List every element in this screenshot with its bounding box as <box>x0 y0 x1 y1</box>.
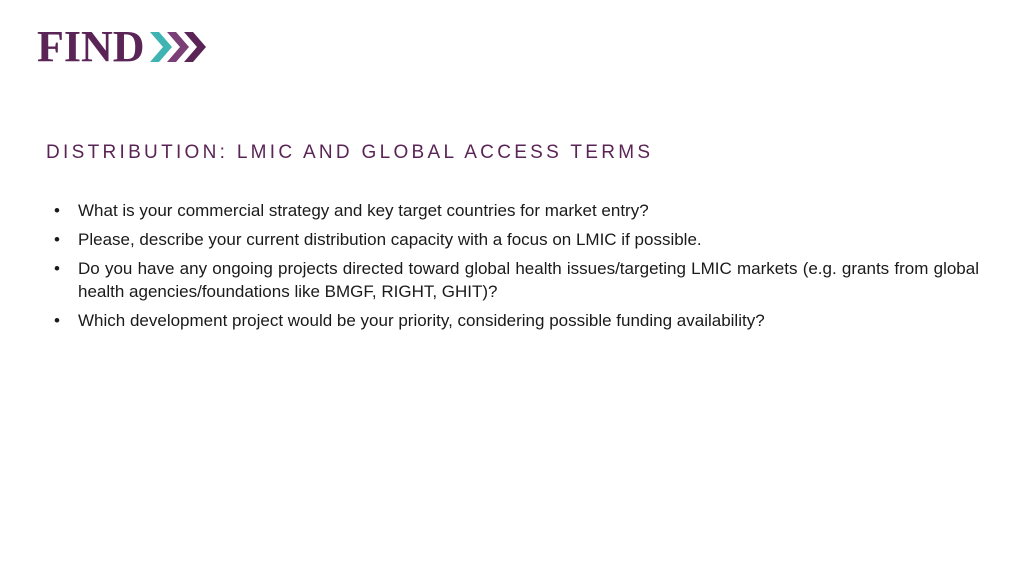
list-item <box>54 199 979 222</box>
bullet-dot: • <box>54 311 60 330</box>
bullet-text: What is your commercial strategy and key target countries for market entry? <box>78 201 649 220</box>
slide-title: DISTRIBUTION: LMIC AND GLOBAL ACCESS TERMS <box>46 142 654 163</box>
bullet-dot: • <box>54 201 60 220</box>
list-item <box>54 309 979 332</box>
logo-wordmark: FIND <box>37 22 145 71</box>
list-item <box>54 228 979 251</box>
list-item <box>54 257 979 303</box>
chevron-arrows-icon <box>150 30 208 64</box>
bullet-text: Do you have any ongoing projects directed toward global health issues/targeting LMIC markets (e.g. grants from global health agencies/foundations like BMGF, RIGHT, GHIT)? <box>78 259 979 301</box>
bullet-text: Which development project would be your priority, considering possible funding availability? <box>78 311 765 330</box>
find-logo <box>37 22 208 71</box>
bullet-dot: • <box>54 259 60 278</box>
bullet-dot: • <box>54 230 60 249</box>
chevron-arrow-teal <box>150 32 172 62</box>
bullet-text: Please, describe your current distribution capacity with a focus on LMIC if possible. <box>78 230 702 249</box>
bullet-list <box>54 199 979 338</box>
